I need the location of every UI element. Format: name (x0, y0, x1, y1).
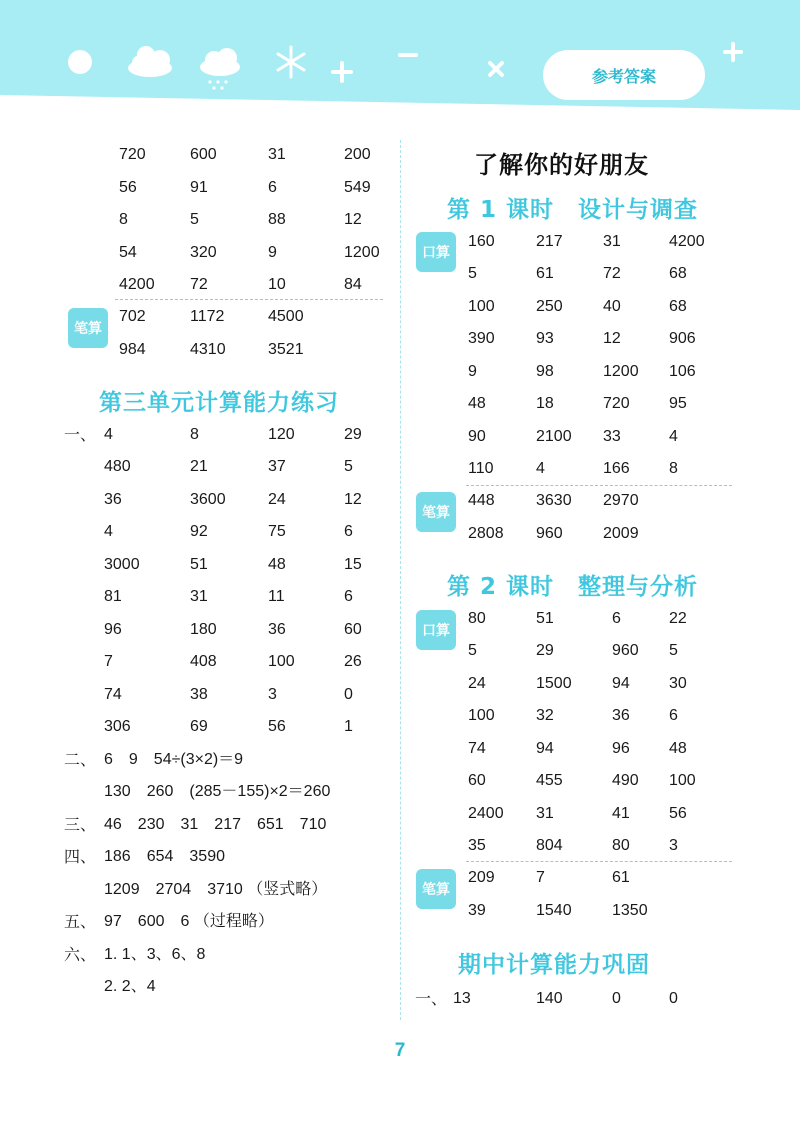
cell: 3 (669, 837, 678, 854)
cell: 2970 (603, 492, 639, 509)
cell: 960 (536, 525, 563, 542)
question-label: 一、 (415, 989, 448, 1008)
cell: 0 (344, 686, 353, 703)
cell: 22 (669, 610, 687, 627)
sun-icon (68, 50, 92, 74)
cell: 4 (104, 426, 113, 443)
cell: 18 (536, 395, 554, 412)
cell: 960 (612, 642, 639, 659)
cell: 6 (344, 588, 353, 605)
cell: 702 (119, 308, 146, 325)
cell: 217 (536, 233, 563, 250)
cell: 5 (669, 642, 678, 659)
cell: 1200 (603, 363, 639, 380)
cell: 120 (268, 426, 295, 443)
lesson-2-title: 第 2 课时 整理与分析 (447, 574, 699, 600)
cell: 94 (536, 740, 554, 757)
cell: 110 (468, 460, 494, 477)
cell: 60 (344, 621, 362, 638)
cell: 140 (536, 990, 563, 1007)
cell: 80 (612, 837, 630, 854)
cell: 6 (268, 179, 277, 196)
cell: 29 (344, 426, 362, 443)
cell: 1500 (536, 675, 572, 692)
cell: 6 (344, 523, 353, 540)
cell: 40 (603, 298, 621, 315)
cell: 2400 (468, 805, 504, 822)
cell: 12 (603, 330, 621, 347)
cell: 408 (190, 653, 217, 670)
cell: 3000 (104, 556, 140, 573)
cell: 75 (268, 523, 286, 540)
cell: 35 (468, 837, 486, 854)
cell: 36 (104, 491, 122, 508)
cell: 804 (536, 837, 563, 854)
question-label: 一、 (64, 425, 97, 444)
cell: 29 (536, 642, 554, 659)
cell: 92 (190, 523, 208, 540)
cell: 106 (669, 363, 696, 380)
written-calc-badge: 笔算 (68, 308, 108, 348)
cell: 160 (468, 233, 495, 250)
cell: 1350 (612, 902, 648, 919)
cell: 5 (468, 642, 477, 659)
cell: 7 (536, 869, 545, 886)
cell: 6 (612, 610, 621, 627)
column-divider (400, 140, 401, 1020)
cell: 4 (536, 460, 545, 477)
cell: 61 (536, 265, 554, 282)
cell: 320 (190, 244, 217, 261)
cell: 30 (669, 675, 687, 692)
written-calc-badge: 笔算 (416, 869, 456, 909)
cell: 4310 (190, 341, 226, 358)
cell: 41 (612, 805, 630, 822)
question-label: 五、 (64, 912, 97, 931)
cell: 10 (268, 276, 286, 293)
cell: 100 (669, 772, 696, 789)
cell: 11 (268, 588, 285, 605)
oral-calc-badge: 口算 (416, 610, 456, 650)
cell: 3 (268, 686, 277, 703)
cell: 600 (190, 146, 217, 163)
cell: 15 (344, 556, 362, 573)
cell: 4 (104, 523, 113, 540)
cell: 100 (468, 707, 495, 724)
cell: 8 (190, 426, 199, 443)
cell: 306 (104, 718, 131, 735)
cell: 80 (468, 610, 486, 627)
cell: 54 (119, 244, 137, 261)
question-label: 三、 (64, 815, 97, 834)
cell: 48 (268, 556, 286, 573)
cell: 81 (104, 588, 122, 605)
cell: 24 (268, 491, 286, 508)
cell: 0 (612, 990, 621, 1007)
answer-line: 6 9 54÷(3×2)＝9 (104, 751, 244, 768)
cell: 720 (119, 146, 146, 163)
answer-line: 1. 1、3、6、8 (104, 946, 206, 963)
answer-line: 186 654 3590 (104, 848, 225, 865)
chapter-title: 了解你的好朋友 (474, 151, 649, 179)
written-calc-badge: 笔算 (416, 492, 456, 532)
cell: 8 (669, 460, 678, 477)
cell: 98 (536, 363, 554, 380)
cell: 31 (603, 233, 621, 250)
cell: 33 (603, 428, 621, 445)
cell: 480 (104, 458, 131, 475)
cell: 31 (268, 146, 286, 163)
cell: 48 (669, 740, 687, 757)
cell: 4200 (119, 276, 155, 293)
cell: 1200 (344, 244, 380, 261)
dashed-separator (115, 299, 383, 300)
cell: 93 (536, 330, 554, 347)
cell: 6 (669, 707, 678, 724)
oral-calc-badge: 口算 (416, 232, 456, 272)
cell: 84 (344, 276, 362, 293)
cell: 9 (468, 363, 477, 380)
cell: 95 (669, 395, 687, 412)
cell: 1540 (536, 902, 572, 919)
cell: 51 (536, 610, 554, 627)
cell: 12 (344, 211, 362, 228)
cell: 88 (268, 211, 286, 228)
unit-title: 第三单元计算能力练习 (99, 390, 339, 416)
cell: 60 (468, 772, 486, 789)
cell: 166 (603, 460, 630, 477)
cell: 2100 (536, 428, 572, 445)
cell: 9 (268, 244, 277, 261)
question-label: 四、 (64, 847, 97, 866)
cell: 96 (612, 740, 630, 757)
cell: 5 (344, 458, 353, 475)
answer-line: 130 260 (285－155)×2＝260 (104, 783, 331, 800)
cell: 3521 (268, 341, 304, 358)
cell: 13 (453, 990, 471, 1007)
answer-line: 1209 2704 3710 （竖式略） (104, 881, 328, 898)
cell: 5 (190, 211, 199, 228)
cell: 3630 (536, 492, 572, 509)
cell: 74 (104, 686, 122, 703)
cell: 74 (468, 740, 486, 757)
cell: 61 (612, 869, 630, 886)
cell: 3600 (190, 491, 226, 508)
cell: 100 (468, 298, 495, 315)
dashed-separator (466, 485, 732, 486)
cell: 56 (119, 179, 137, 196)
cell: 38 (190, 686, 208, 703)
cell: 4500 (268, 308, 304, 325)
cell: 39 (468, 902, 486, 919)
cell: 455 (536, 772, 563, 789)
answer-key-label: 参考答案 (543, 50, 705, 100)
answer-line: 2. 2、4 (104, 978, 156, 995)
cell: 90 (468, 428, 486, 445)
header-banner (0, 0, 800, 118)
answer-line: 97 600 6 （过程略） (104, 913, 274, 930)
cell: 448 (468, 492, 495, 509)
cell: 4200 (669, 233, 705, 250)
cell: 96 (104, 621, 122, 638)
cell: 1172 (190, 308, 225, 325)
cell: 68 (669, 298, 687, 315)
cell: 490 (612, 772, 639, 789)
cell: 24 (468, 675, 486, 692)
cell: 36 (612, 707, 630, 724)
cell: 56 (268, 718, 286, 735)
cell: 5 (468, 265, 477, 282)
cell: 72 (190, 276, 208, 293)
cell: 1 (344, 718, 353, 735)
cell: 2009 (603, 525, 639, 542)
cell: 51 (190, 556, 208, 573)
cell: 94 (612, 675, 630, 692)
cell: 31 (190, 588, 208, 605)
dashed-separator (466, 861, 732, 862)
cell: 48 (468, 395, 486, 412)
answer-line: 46 230 31 217 651 710 (104, 816, 327, 833)
cell: 100 (268, 653, 295, 670)
cell: 31 (536, 805, 554, 822)
cell: 2808 (468, 525, 504, 542)
cell: 720 (603, 395, 630, 412)
cell: 36 (268, 621, 286, 638)
question-label: 二、 (64, 750, 97, 769)
cell: 906 (669, 330, 696, 347)
cell: 549 (344, 179, 371, 196)
cell: 26 (344, 653, 362, 670)
cell: 4 (669, 428, 678, 445)
cell: 180 (190, 621, 217, 638)
cell: 8 (119, 211, 128, 228)
cell: 200 (344, 146, 371, 163)
cell: 7 (104, 653, 113, 670)
cell: 32 (536, 707, 554, 724)
cell: 37 (268, 458, 286, 475)
cell: 12 (344, 491, 362, 508)
cell: 56 (669, 805, 687, 822)
cell: 72 (603, 265, 621, 282)
cell: 91 (190, 179, 208, 196)
page-number: 7 (394, 1040, 406, 1061)
midterm-title: 期中计算能力巩固 (458, 952, 650, 978)
cell: 390 (468, 330, 495, 347)
cell: 250 (536, 298, 563, 315)
question-label: 六、 (64, 945, 97, 964)
cell: 69 (190, 718, 208, 735)
cell: 209 (468, 869, 495, 886)
cell: 21 (190, 458, 208, 475)
lesson-1-title: 第 1 课时 设计与调查 (447, 197, 699, 223)
cell: 0 (669, 990, 678, 1007)
cell: 68 (669, 265, 687, 282)
cell: 984 (119, 341, 146, 358)
